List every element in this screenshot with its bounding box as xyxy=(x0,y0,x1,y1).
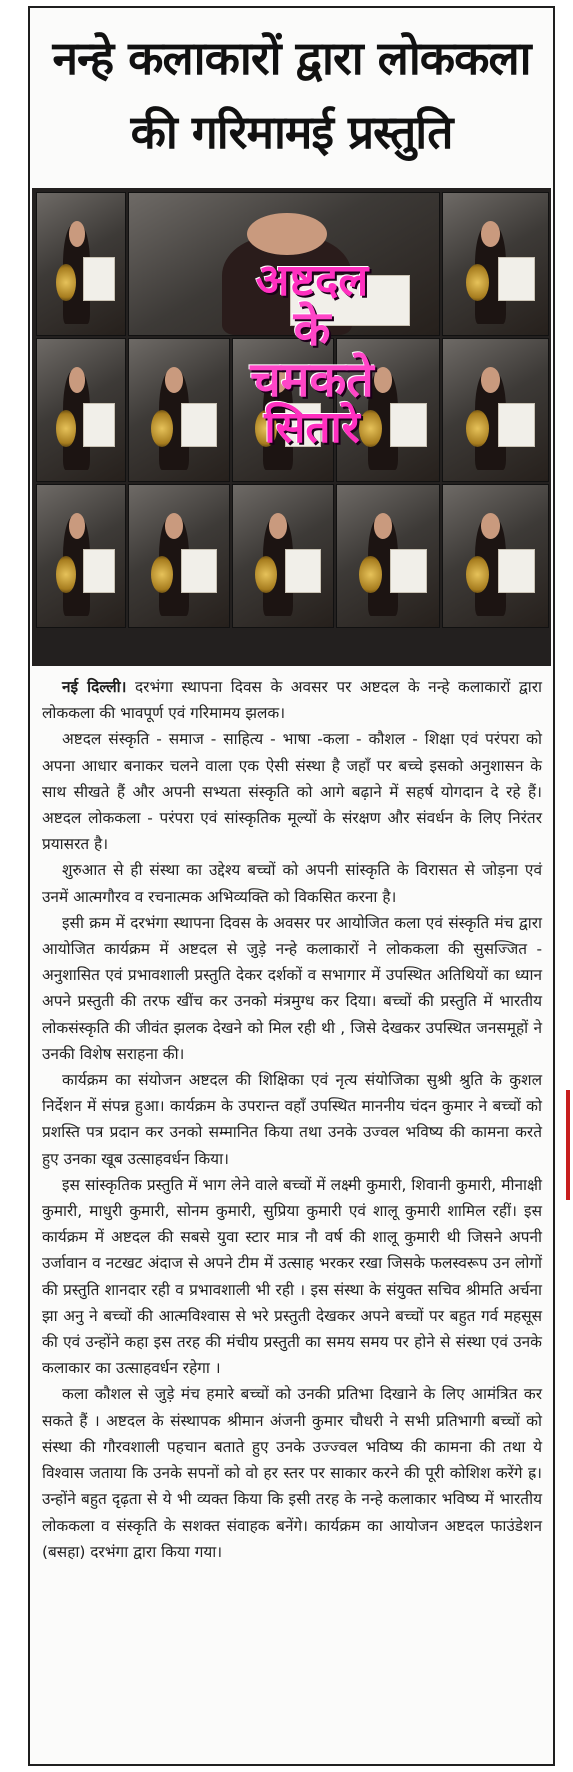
collage-overlay-title xyxy=(182,255,442,453)
article-paragraph: अष्टदल संस्कृति - समाज - साहित्य - भाषा -कला - कौशल - शिक्षा एवं परंपरा को अपना आधार बनाकर चलने वाला एक ऐसी संस्था है जहाँ पर बच्चे इसको अनुशासन के साथ सीखते हैं और अपनी सभ्यता संस्कृति को आगे बढ़ाने में सहर्ष योगदान दे रहे हैं। अष्टदल लोककला - परंपरा एवं सांस्कृतिक मूल्यों के संरक्षण और संवर्धन के लिए निरंतर प्रयासरत है। xyxy=(42,730,542,854)
article-body xyxy=(42,674,542,1565)
headline-line-2: की गरिमामई प्रस्तुति xyxy=(130,105,453,159)
headline xyxy=(30,8,553,184)
headline-line-1: नन्हे कलाकारों द्वारा लोककला xyxy=(52,31,531,85)
overlay-line-3: चमकते xyxy=(250,351,374,408)
photo-tile xyxy=(36,484,126,628)
article-paragraph xyxy=(42,674,542,726)
lead-text: दरभंगा स्थापना दिवस के अवसर पर अष्टदल के नन्हे कलाकारों द्वारा लोककला की भावपूर्ण एवं गरिमामय झलक। xyxy=(42,678,543,723)
dateline: नई दिल्ली। xyxy=(62,678,127,696)
article-paragraph: कला कौशल से जुड़े मंच हमारे बच्चों को उनकी प्रतिभा दिखाने के लिए आमंत्रित कर सकते हैं । अष्टदल के संस्थापक श्रीमान अंजनी कुमार चौधरी ने सभी प्रतिभागी बच्चों को संस्था की गौरवशाली पहचान बताते हुए उनके उज्ज्वल भविष्य की कामना की तथा ये विश्वास जताया कि उनके सपनों को वो हर स्तर पर साकार करने की पूरी कोशिश करेंगे ह्र। उन्होंने बहुत दृढ़ता से ये भी व्यक्त किया कि इसी तरह के नन्हे कलाकार भविष्य में भारतीय लोककला व संस्कृति के सशक्त संवाहक बनेंगे। कार्यक्रम का आयोजन अष्टदल फाउंडेशन (बसहा) दरभंगा द्वारा किया गया। xyxy=(42,1385,542,1561)
photo-collage xyxy=(32,188,551,666)
photo-tile xyxy=(128,484,230,628)
news-clipping xyxy=(28,6,555,1766)
photo-tile xyxy=(442,192,549,336)
overlay-line-2: के xyxy=(293,301,331,358)
photo-tile xyxy=(36,192,126,336)
article-paragraph: कार्यक्रम का संयोजन अष्टदल की शिक्षिका एवं नृत्य संयोजिका सुश्री श्रुति के कुशल निर्देशन में संपन्न हुआ। कार्यक्रम के उपरान्त वहाँ उपस्थित माननीय चंदन कुमार ने बच्चों को प्रशस्ति पत्र प्रदान कर उनको सम्मानित किया तथा उनके उज्वल भविष्य की कामना करते हुए उनका खूब उत्साहवर्धन किया। xyxy=(42,1071,542,1168)
page-margin xyxy=(0,0,22,1772)
edge-marker xyxy=(566,1090,570,1200)
photo-tile xyxy=(442,338,549,482)
overlay-line-4: सितारे xyxy=(264,401,360,453)
article-paragraph: इसी क्रम में दरभंगा स्थापना दिवस के अवसर पर आयोजित कला एवं संस्कृति मंच द्वारा आयोजित कार्यक्रम में अष्टदल से जुड़े नन्हे कलाकारों ने लोककला की सुसज्जित - अनुशासित एवं प्रभावशाली प्रस्तुति देकर दर्शकों व सभागार में उपस्थित अतिथियों का ध्यान अपने प्रस्तुती की तरफ खींच कर उनको मंत्रमुग्ध कर दिया। बच्चों की प्रस्तुति में भारतीय लोकसंस्कृति की जीवंत झलक देखने को मिल रही थी , जिसे देखकर उपस्थित जनसमूहों ने उनकी विशेष सराहना की। xyxy=(42,913,542,1063)
article-paragraph: इस सांस्कृतिक प्रस्तुति में भाग लेने वाले बच्चों में लक्ष्मी कुमारी, शिवानी कुमारी, मीनाक्षी कुमारी, माधुरी कुमारी, सोनम कुमारी, सुप्रिया कुमारी एवं शालू कुमारी शामिल रहीं। इस कार्यक्रम में अष्टदल की सबसे युवा स्टार मात्र नौ वर्ष की शालू कुमारी थी जिसने अपनी उर्जावान व नटखट अंदाज से अपने टीम में उत्साह भरकर रखा जिसके फलस्वरूप उन लोगों की प्रस्तुति शानदार रही व प्रभावशाली भी रही । इस संस्था के संयुक्त सचिव श्रीमति अर्चना झा अनु ने बच्चों की आत्मविश्वास से भरे प्रस्तुती देखकर अपने बच्चों पर बहुत गर्व महसूस की एवं उन्होंने कहा इस तरह की मंचीय प्रस्तुती का समय समय पर होने से संस्था एवं उनके कलाकार का उत्साहवर्धन रहेगा । xyxy=(42,1175,542,1378)
photo-tile xyxy=(36,338,126,482)
photo-tile xyxy=(336,484,440,628)
overlay-line-1: अष्टदल xyxy=(255,255,369,306)
photo-tile xyxy=(232,484,334,628)
photo-tile xyxy=(442,484,549,628)
article-paragraph: शुरुआत से ही संस्था का उद्देश्य बच्चों को अपनी सांस्कृति के विरासत से जोड़ना एवं उनमें आत्मगौरव व रचनात्मक अभिव्यक्ति को विकसित करना है। xyxy=(42,861,542,906)
